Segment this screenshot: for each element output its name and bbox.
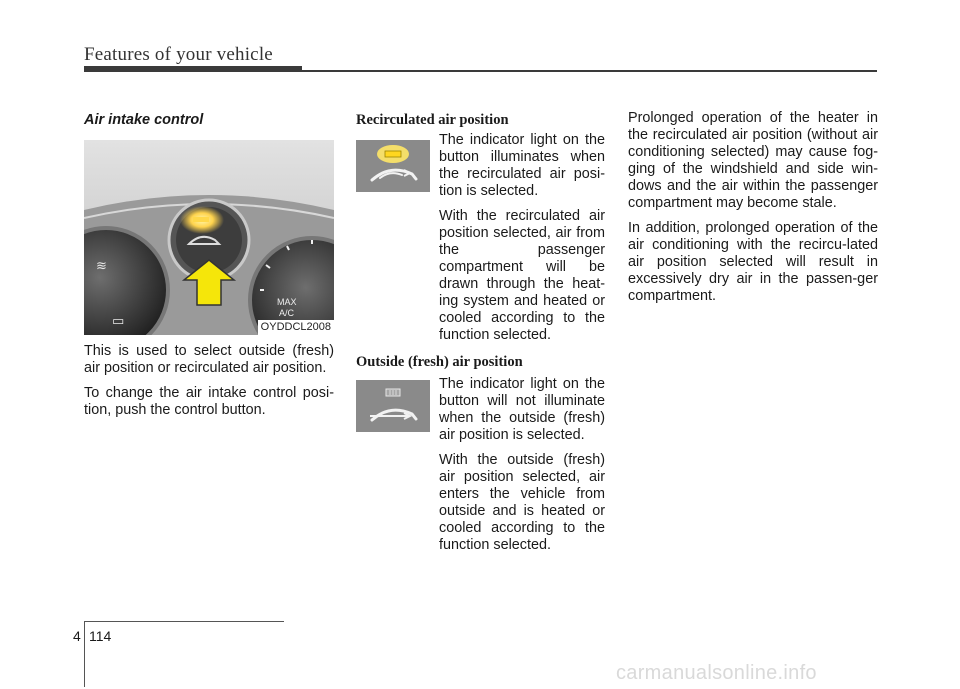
fresh-air-paragraph-2: With the outside (fresh) air position selected, air enters the vehicle from outside and is heated or cooled according to the function selected. xyxy=(439,452,605,553)
dashboard-illustration xyxy=(84,140,334,335)
section-title: Air intake control xyxy=(84,112,204,128)
footer-horizontal-rule xyxy=(84,621,284,622)
instruction-paragraph: To change the air intake control posi-tion, push the control button. xyxy=(84,385,334,418)
header-rule xyxy=(84,70,877,72)
fresh-air-paragraph-1: The indicator light on the button will not illuminate when the outside (fresh) air position is selected. xyxy=(439,376,605,443)
page-number: 114 xyxy=(89,628,112,644)
fresh-air-heading: Outside (fresh) air position xyxy=(356,354,523,370)
footer-vertical-rule xyxy=(84,621,85,687)
ac-label: A/C xyxy=(279,308,295,318)
chapter-number: 4 xyxy=(73,628,81,644)
recirculated-heading: Recirculated air position xyxy=(356,112,509,128)
svg-text:≋: ≋ xyxy=(96,259,107,274)
fresh-air-icon xyxy=(356,380,430,432)
fresh-air-indicator-image xyxy=(356,380,430,432)
watermark: carmanualsonline.info xyxy=(616,662,817,684)
air-intake-photo xyxy=(84,140,334,335)
photo-caption: OYDDCL2008 xyxy=(258,320,334,335)
recirculation-icon xyxy=(356,140,430,192)
caution-paragraph-1: Prolonged operation of the heater in the recirculated air position (without air conditioning selected) may cause fog-ging of the windshield and side win-dows and the air within the passenger compartment may become stale. xyxy=(628,110,878,211)
left-column xyxy=(84,110,334,418)
svg-text:▭: ▭ xyxy=(112,314,125,329)
recirculation-indicator-image xyxy=(356,140,430,192)
intro-paragraph: This is used to select outside (fresh) air position or recirculated air position. xyxy=(84,343,334,376)
recirculated-paragraph-2: With the recirculated air position selected, air from the passenger compartment will be drawn through the heat-ing system and heated or cooled according to the function selected. xyxy=(439,208,605,343)
middle-column xyxy=(356,110,605,553)
caution-paragraph-2: In addition, prolonged operation of the air conditioning with the recircu-lated air position selected will result in excessively dry air in the passen-ger compartment. xyxy=(628,220,878,304)
header-title: Features of your vehicle xyxy=(84,44,273,65)
recirculated-paragraph-1: The indicator light on the button illuminates when the recirculated air posi-tion is selected. xyxy=(439,132,605,199)
max-label: MAX xyxy=(277,297,297,307)
right-column xyxy=(628,110,878,313)
